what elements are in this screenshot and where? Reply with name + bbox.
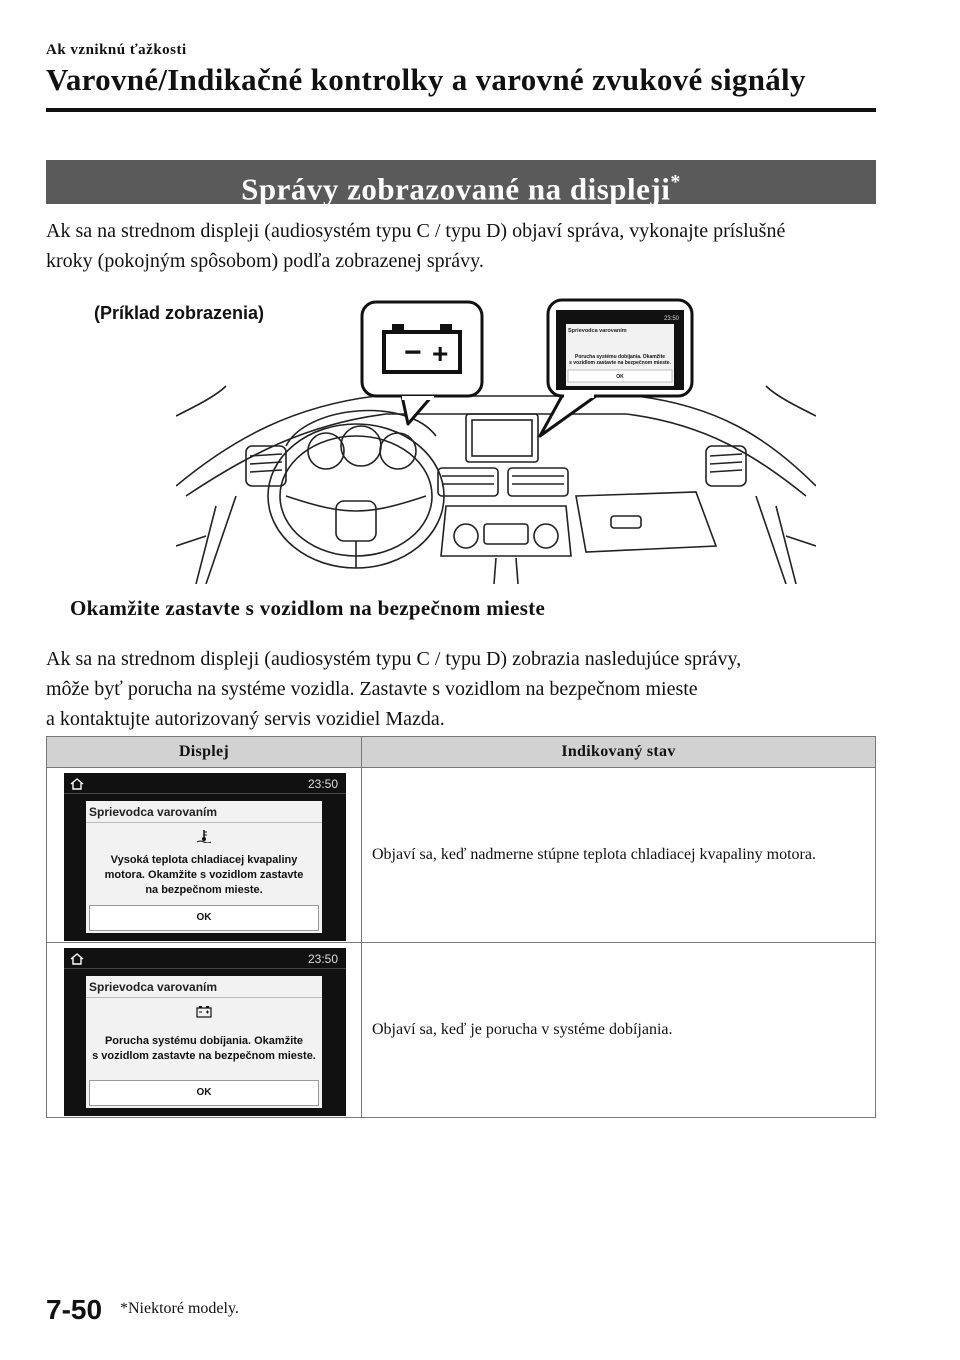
section-title-marker: * xyxy=(670,171,681,193)
clock: 23:50 xyxy=(307,951,338,966)
dashboard-illustration xyxy=(176,296,816,584)
warning-heading: Okamžite zastavte s vozidlom na bezpečnom mieste xyxy=(70,596,546,620)
figure-caption: (Príklad zobrazenia) xyxy=(94,303,265,323)
table-row xyxy=(47,943,876,1118)
panel-message xyxy=(92,853,316,898)
battery-minus-sign: − xyxy=(404,336,422,369)
clock: 23:50 xyxy=(307,776,338,791)
warning-table xyxy=(46,736,876,1118)
mini-msg-2: s vozidlom zastavte na bezpečnom mieste. xyxy=(569,360,671,366)
battery-plus-sign: + xyxy=(432,338,449,369)
chapter-title: Varovné/Indikačné kontrolky a varovné zvukové signály xyxy=(46,62,806,97)
intro-paragraph xyxy=(46,216,876,276)
panel-message-line-2: s vozidlom zastavte na bezpečnom mieste. xyxy=(92,1049,316,1062)
header-rule xyxy=(46,108,876,112)
panel-message-line-3: na bezpečnom mieste. xyxy=(145,883,263,896)
panel-message-line-1: Porucha systému dobíjania. Okamžite xyxy=(104,1034,304,1047)
battery-icon xyxy=(196,1004,212,1018)
section-banner xyxy=(46,160,876,207)
mini-ok: OK xyxy=(616,374,624,380)
display-cell xyxy=(47,768,362,943)
table-row xyxy=(47,768,876,943)
panel-title: Sprievodca varovaním xyxy=(89,979,218,994)
table-header-row xyxy=(47,737,876,768)
panel-title: Sprievodca varovaním xyxy=(89,804,218,819)
panel-divider xyxy=(86,997,322,998)
footnote: *Niektoré modely. xyxy=(120,1300,239,1317)
intro-line-1: Ak sa na strednom displeji (audiosystém typu C / typu D) objaví správa, vykonajte príslušné xyxy=(46,220,786,242)
intro-line-2: kroky (pokojným spôsobom) podľa zobrazenej správy. xyxy=(46,250,484,272)
warning-line-2: môže byť porucha na systéme vozidla. Zastavte s vozidlom na bezpečnom mieste xyxy=(46,678,698,700)
panel-message-line-2: motora. Okamžite s vozidlom zastavte xyxy=(104,868,304,881)
panel-divider xyxy=(86,822,322,823)
mini-time: 23:50 xyxy=(664,316,680,322)
chapter-label: Ak vzniknú ťažkosti xyxy=(46,42,187,58)
warning-line-3: a kontaktujte autorizovaný servis vozidiel Mazda. xyxy=(46,708,445,730)
ok-button[interactable]: OK xyxy=(89,1080,319,1106)
battery-callout xyxy=(362,302,482,424)
mini-title: Sprievodca varovaním xyxy=(568,328,627,334)
warning-screen-coolant xyxy=(64,773,346,941)
home-icon xyxy=(70,778,84,790)
top-bar-divider xyxy=(64,968,346,969)
display-cell xyxy=(47,943,362,1118)
warning-panel xyxy=(86,801,322,933)
section-title: Správy zobrazované na displeji xyxy=(241,171,671,207)
mini-msg-1: Porucha systému dobíjania. Okamžite xyxy=(574,354,666,360)
state-description: Objaví sa, keď nadmerne stúpne teplota chladiacej kvapaliny motora. xyxy=(362,768,876,943)
header-state: Indikovaný stav xyxy=(362,737,876,768)
header-display: Displej xyxy=(47,737,362,768)
page-number: 7-50 xyxy=(46,1294,103,1325)
warning-panel xyxy=(86,976,322,1108)
coolant-temperature-icon xyxy=(196,829,212,843)
home-icon xyxy=(70,953,84,965)
warning-screen-charging xyxy=(64,948,346,1116)
warning-paragraph xyxy=(46,644,876,734)
warning-line-1: Ak sa na strednom displeji (audiosystém typu C / typu D) zobrazia nasledujúce správy, xyxy=(46,648,742,670)
panel-message xyxy=(92,1034,316,1064)
top-bar-divider xyxy=(64,793,346,794)
panel-message-line-1: Vysoká teplota chladiacej kvapaliny xyxy=(110,853,298,866)
state-description: Objaví sa, keď je porucha v systéme dobíjania. xyxy=(362,943,876,1118)
screen-callout xyxy=(540,300,692,436)
ok-button[interactable]: OK xyxy=(89,905,319,931)
